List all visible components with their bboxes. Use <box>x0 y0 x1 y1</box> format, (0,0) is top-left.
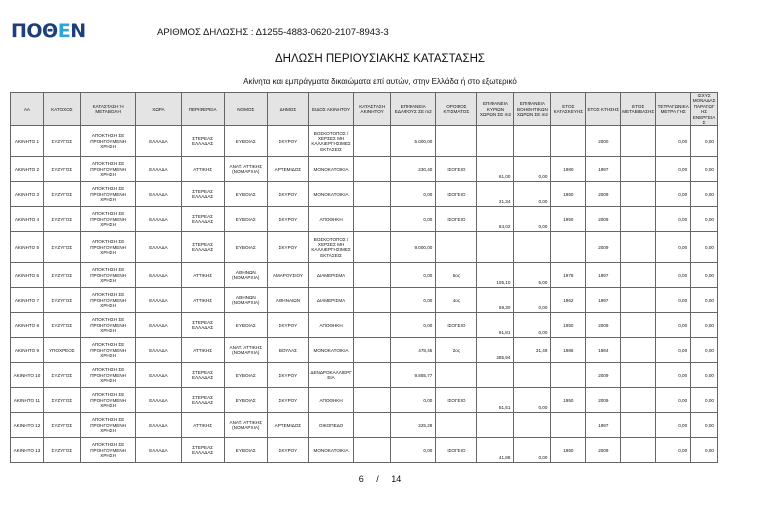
table-cell: 0,00 <box>691 232 718 263</box>
table-cell: ΑΜΑΡΟΥΣΙΟΥ <box>267 263 308 288</box>
table-cell: ΑΡΤΕΜΙΔΟΣ <box>267 413 308 438</box>
table-cell: ΕΥΒΟΙΑΣ <box>224 313 267 338</box>
table-cell: 0,00 <box>656 207 691 232</box>
table-row <box>11 157 718 182</box>
table-cell: 2009 <box>586 388 621 413</box>
table-cell: 1950 <box>551 207 586 232</box>
table-cell: 0,00 <box>656 388 691 413</box>
table-cell <box>514 363 551 388</box>
table-cell: ΣΚΥΡΟΥ <box>267 126 308 157</box>
table-cell: ΕΛΛΑΔΑ <box>136 388 181 413</box>
table-cell: ΔΕΝΔΡΟΚΑΛΛΙΕΡΓΕΙΑ <box>308 363 353 388</box>
page-subtitle: Ακίνητα και εμπράγματα δικαιώματα επί αυτών, στην Ελλάδα ή στο εξωτερικό <box>243 77 517 86</box>
table-cell: ΥΠΟΧΡΕΟΣ <box>43 338 80 363</box>
table-cell: ΕΥΒΟΙΑΣ <box>224 126 267 157</box>
table-cell: ΕΥΒΟΙΑΣ <box>224 207 267 232</box>
table-cell: ΣΤΕΡΕΑΣ ΕΛΛΑΔΑΣ <box>181 232 224 263</box>
table-cell: 0,00 <box>514 182 551 207</box>
table-cell: ΑΠΟΘΗΚΗ <box>308 388 353 413</box>
table-cell: ΣΤΕΡΕΑΣ ΕΛΛΑΔΑΣ <box>181 126 224 157</box>
column-header: ΑΑ <box>11 93 44 126</box>
table-cell: ΣΤΕΡΕΑΣ ΕΛΛΑΔΑΣ <box>181 313 224 338</box>
page-current: 6 <box>358 474 364 484</box>
table-cell <box>621 182 656 207</box>
table-cell: ΣΥΖΥΓΟΣ <box>43 288 80 313</box>
table-cell: 0,00 <box>391 388 436 413</box>
table-row <box>11 126 718 157</box>
table-cell: 1997 <box>586 263 621 288</box>
table-cell: 1962 <box>551 288 586 313</box>
page-total: 14 <box>391 474 402 484</box>
table-cell: ΕΥΒΟΙΑΣ <box>224 232 267 263</box>
table-cell <box>354 207 391 232</box>
table-cell: ΑΠΟΚΤΗΣΗ ΣΕ ΠΡΟΗΓΟΥΜΕΝΗ ΧΡΗΣΗ <box>80 232 135 263</box>
table-cell: 0,00 <box>656 438 691 463</box>
table-row <box>11 263 718 288</box>
table-cell: ΕΥΒΟΙΑΣ <box>224 363 267 388</box>
page-title: ΔΗΛΩΣΗ ΠΕΡΙΟΥΣΙΑΚΗΣ ΚΑΤΑΣΤΑΣΗΣ <box>274 53 485 65</box>
table-cell: 2009 <box>586 363 621 388</box>
table-cell: ΣΤΕΡΕΑΣ ΕΛΛΑΔΑΣ <box>181 363 224 388</box>
page-separator: / <box>376 474 379 484</box>
table-cell <box>551 413 586 438</box>
column-header: ΕΠΙΦΑΝΕΙΑ ΕΔΑΦΟΥΣ ΣΕ m2 <box>391 93 436 126</box>
table-row <box>11 388 718 413</box>
table-cell: ΜΟΝΟΚΑΤΟΙΚΙΑ <box>308 157 353 182</box>
column-header: ΧΩΡΑ <box>136 93 181 126</box>
declaration-label: ΑΡΙΘΜΟΣ ΔΗΛΩΣΗΣ : <box>157 27 254 38</box>
table-cell: 0,00 <box>691 338 718 363</box>
column-header: ΕΠΙΦΑΝΕΙΑ ΚΥΡΙΩΝ ΧΩΡΩΝ ΣΕ m2 <box>477 93 514 126</box>
table-cell: 0,00 <box>656 263 691 288</box>
table-cell <box>477 126 514 157</box>
table-cell: 0,00 <box>391 263 436 288</box>
table-row <box>11 363 718 388</box>
table-cell: ΜΟΝΟΚΑΤΟΙΚΙΑ <box>308 182 353 207</box>
table-cell: 230,40 <box>391 157 436 182</box>
column-header: ΤΕΤΡΑΓΩΝΙΚΑ ΜΕΤΡΑ ΓΗΣ <box>656 93 691 126</box>
table-cell: 0,00 <box>656 182 691 207</box>
table-cell <box>621 126 656 157</box>
table-cell: 0,00 <box>656 126 691 157</box>
table-cell: ΕΥΒΟΙΑΣ <box>224 438 267 463</box>
table-cell: ΕΛΛΑΔΑ <box>136 413 181 438</box>
table-header-row <box>11 93 718 126</box>
table-cell: ΑΚΙΝΗΤΟ 3 <box>11 182 44 207</box>
table-cell <box>354 232 391 263</box>
table-cell: 0,00 <box>656 232 691 263</box>
table-cell: 59,30 <box>477 288 514 313</box>
table-cell: ΣΤΕΡΕΑΣ ΕΛΛΑΔΑΣ <box>181 388 224 413</box>
table-cell: 0,00 <box>656 157 691 182</box>
table-cell: 2000 <box>586 126 621 157</box>
table-cell: 0,00 <box>691 363 718 388</box>
table-cell <box>354 363 391 388</box>
table-cell <box>621 363 656 388</box>
table-cell <box>477 413 514 438</box>
table-cell: 0,00 <box>691 182 718 207</box>
table-cell: 0,00 <box>691 313 718 338</box>
table-cell: ΣΥΖΥΓΟΣ <box>43 438 80 463</box>
table-cell: ΑΚΙΝΗΤΟ 10 <box>11 363 44 388</box>
table-cell: 0,00 <box>691 413 718 438</box>
table-cell <box>514 413 551 438</box>
table-cell: 0,00 <box>391 207 436 232</box>
table-cell: ΑΚΙΝΗΤΟ 7 <box>11 288 44 313</box>
table-cell <box>354 338 391 363</box>
table-cell: ΕΛΛΑΔΑ <box>136 232 181 263</box>
table-cell: ΔΙΑΜΕΡΙΣΜΑ <box>308 263 353 288</box>
table-cell: 2009 <box>586 182 621 207</box>
table-cell: ΙΣΟΓΕΙΟ <box>436 207 477 232</box>
column-header: ΕΤΟΣ ΚΑΤΑΣΚΕΥΗΣ <box>551 93 586 126</box>
table-cell: 5.000,00 <box>391 126 436 157</box>
table-cell: 21,34 <box>477 182 514 207</box>
table-cell: ΣΤΕΡΕΑΣ ΕΛΛΑΔΑΣ <box>181 207 224 232</box>
table-cell <box>436 363 477 388</box>
table-cell: ΣΥΖΥΓΟΣ <box>43 126 80 157</box>
table-cell: ΑΠΟΚΤΗΣΗ ΣΕ ΠΡΟΗΓΟΥΜΕΝΗ ΧΡΗΣΗ <box>80 182 135 207</box>
table-cell: ΑΚΙΝΗΤΟ 13 <box>11 438 44 463</box>
table-cell: 1978 <box>551 263 586 288</box>
table-cell: ΑΠΟΘΗΚΗ <box>308 313 353 338</box>
table-cell: 2009 <box>586 438 621 463</box>
table-cell: ΣΥΖΥΓΟΣ <box>43 182 80 207</box>
table-cell <box>514 232 551 263</box>
table-cell <box>621 157 656 182</box>
table-cell: 0,00 <box>656 313 691 338</box>
table-cell: 31,49 <box>514 338 551 363</box>
table-cell: ΒΟΣΚΟΤΟΠΟΣ / ΧΕΡΣΕΣ ΜΗ ΚΑΛΛΙΕΡΓΗΣΙΜΕΣ ΕΚΤΑΣΕΙΣ <box>308 126 353 157</box>
column-header: ΠΕΡΙΦΕΡΕΙΑ <box>181 93 224 126</box>
table-cell: ΑΠΟΚΤΗΣΗ ΣΕ ΠΡΟΗΓΟΥΜΕΝΗ ΧΡΗΣΗ <box>80 338 135 363</box>
table-row <box>11 438 718 463</box>
table-cell: ΕΥΒΟΙΑΣ <box>224 388 267 413</box>
table-row <box>11 413 718 438</box>
table-cell: ΕΛΛΑΔΑ <box>136 363 181 388</box>
table-row <box>11 313 718 338</box>
table-cell <box>354 263 391 288</box>
table-cell: 0,00 <box>691 126 718 157</box>
table-cell: ΕΛΛΑΔΑ <box>136 207 181 232</box>
table-row <box>11 182 718 207</box>
table-cell: 0,00 <box>514 207 551 232</box>
table-cell: 0,00 <box>514 388 551 413</box>
table-cell: 1997 <box>586 413 621 438</box>
table-cell: 0,00 <box>391 182 436 207</box>
table-cell: ΑΘΗΝΩΝ (ΝΟΜΑΡΧΙΑ) <box>224 263 267 288</box>
table-cell: ΑΤΤΙΚΗΣ <box>181 157 224 182</box>
table-cell <box>551 232 586 263</box>
table-cell: ΣΥΖΥΓΟΣ <box>43 207 80 232</box>
table-cell: ΑΠΟΚΤΗΣΗ ΣΕ ΠΡΟΗΓΟΥΜΕΝΗ ΧΡΗΣΗ <box>80 288 135 313</box>
column-header: ΕΤΟΣ ΜΕΤΑΒΙΒΑΣΗΣ <box>621 93 656 126</box>
table-cell: ΜΟΝΟΚΑΤΟΙΚΙΑ <box>308 338 353 363</box>
table-cell <box>514 126 551 157</box>
table-cell: ΑΠΟΚΤΗΣΗ ΣΕ ΠΡΟΗΓΟΥΜΕΝΗ ΧΡΗΣΗ <box>80 207 135 232</box>
table-cell: ΑΚΙΝΗΤΟ 4 <box>11 207 44 232</box>
table-cell: ΑΠΟΚΤΗΣΗ ΣΕ ΠΡΟΗΓΟΥΜΕΝΗ ΧΡΗΣΗ <box>80 263 135 288</box>
table-cell: ΙΣΟΓΕΙΟ <box>436 182 477 207</box>
table-cell: ΙΣΟΓΕΙΟ <box>436 438 477 463</box>
table-cell: 5,00 <box>514 263 551 288</box>
table-row <box>11 288 718 313</box>
table-cell: ΑΠΟΚΤΗΣΗ ΣΕ ΠΡΟΗΓΟΥΜΕΝΗ ΧΡΗΣΗ <box>80 126 135 157</box>
table-cell <box>354 157 391 182</box>
table-cell: 0,00 <box>656 363 691 388</box>
table-cell: ΣΚΥΡΟΥ <box>267 182 308 207</box>
table-cell: 0,00 <box>514 313 551 338</box>
table-cell <box>621 263 656 288</box>
table-cell: ΣΚΥΡΟΥ <box>267 363 308 388</box>
table-cell <box>621 232 656 263</box>
table-cell: ΒΟΥΛΑΣ <box>267 338 308 363</box>
table-cell: ΙΣΟΓΕΙΟ <box>436 157 477 182</box>
column-header: ΚΑΤΑΣΤΑΣΗ Ή ΜΕΤΑΒΟΛΗ <box>80 93 135 126</box>
table-cell: ΑΡΤΕΜΙΔΟΣ <box>267 157 308 182</box>
table-cell: 225,28 <box>391 413 436 438</box>
table-cell: ΑΠΟΚΤΗΣΗ ΣΕ ΠΡΟΗΓΟΥΜΕΝΗ ΧΡΗΣΗ <box>80 363 135 388</box>
table-cell <box>621 207 656 232</box>
table-cell: ΣΚΥΡΟΥ <box>267 207 308 232</box>
table-cell: ΣΤΕΡΕΑΣ ΕΛΛΑΔΑΣ <box>181 438 224 463</box>
table-cell: 1950 <box>551 182 586 207</box>
table-cell: ΑΤΤΙΚΗΣ <box>181 288 224 313</box>
table-cell: ΑΚΙΝΗΤΟ 6 <box>11 263 44 288</box>
table-cell: ΑΝΑΤ. ΑΤΤΙΚΗΣ (ΝΟΜΑΡΧΙΑ) <box>224 157 267 182</box>
table-cell <box>621 413 656 438</box>
table-cell: 0,00 <box>514 288 551 313</box>
table-cell: 478,45 <box>391 338 436 363</box>
pagination <box>0 474 760 484</box>
table-cell: 9.000,00 <box>391 232 436 263</box>
column-header: ΕΙΔΟΣ ΑΚΙΝΗΤΟΥ <box>308 93 353 126</box>
table-cell: 0,00 <box>691 207 718 232</box>
table-cell: 9.855,77 <box>391 363 436 388</box>
table-cell <box>436 413 477 438</box>
declaration-number-line <box>157 27 389 38</box>
table-cell: ΜΟΝΟΚΑΤΟΙΚΙΑ <box>308 438 353 463</box>
column-header: ΕΠΙΦΑΝΕΙΑ ΒΟΗΘΗΤΙΚΩΝ ΧΩΡΩΝ ΣΕ m2 <box>514 93 551 126</box>
table-cell: ΣΤΕΡΕΑΣ ΕΛΛΑΔΑΣ <box>181 182 224 207</box>
table-cell: 0,00 <box>691 263 718 288</box>
table-cell: ΙΣΟΓΕΙΟ <box>436 313 477 338</box>
table-cell: ΣΥΖΥΓΟΣ <box>43 232 80 263</box>
table-cell: 1950 <box>551 313 586 338</box>
table-cell: ΕΛΛΑΔΑ <box>136 157 181 182</box>
potheN-logo: ΠΟΘΕΝ <box>11 20 86 42</box>
table-cell: ΕΥΒΟΙΑΣ <box>224 182 267 207</box>
table-cell: ΑΚΙΝΗΤΟ 11 <box>11 388 44 413</box>
table-cell: ΣΥΖΥΓΟΣ <box>43 313 80 338</box>
table-cell: ΣΥΖΥΓΟΣ <box>43 157 80 182</box>
table-cell: 0,00 <box>391 438 436 463</box>
table-cell: ΣΥΖΥΓΟΣ <box>43 363 80 388</box>
table-cell <box>436 232 477 263</box>
table-cell: ΕΛΛΑΔΑ <box>136 182 181 207</box>
table-cell <box>354 388 391 413</box>
table-cell <box>436 126 477 157</box>
table-cell: ΣΚΥΡΟΥ <box>267 313 308 338</box>
table-cell <box>354 126 391 157</box>
table-cell: 91,81 <box>477 313 514 338</box>
table-cell: ΑΝΑΤ. ΑΤΤΙΚΗΣ (ΝΟΜΑΡΧΙΑ) <box>224 338 267 363</box>
table-cell: 0,00 <box>391 313 436 338</box>
table-cell: ΕΛΛΑΔΑ <box>136 288 181 313</box>
table-cell: 2009 <box>586 313 621 338</box>
table-cell: ΕΛΛΑΔΑ <box>136 126 181 157</box>
table-cell <box>354 182 391 207</box>
table-cell: 0,00 <box>656 413 691 438</box>
column-header: ΚΑΤΟΧΟΣ <box>43 93 80 126</box>
table-cell: 105,10 <box>477 263 514 288</box>
table-cell: ΑΤΤΙΚΗΣ <box>181 413 224 438</box>
table-cell: 1980 <box>551 157 586 182</box>
table-cell: ΑΤΤΙΚΗΣ <box>181 338 224 363</box>
table-cell: ΕΛΛΑΔΑ <box>136 313 181 338</box>
table-cell: 64,02 <box>477 207 514 232</box>
table-cell: 5ος <box>436 263 477 288</box>
table-cell: ΑΝΑΤ. ΑΤΤΙΚΗΣ (ΝΟΜΑΡΧΙΑ) <box>224 413 267 438</box>
table-cell <box>621 338 656 363</box>
table-cell <box>354 438 391 463</box>
table-cell: ΑΠΟΚΤΗΣΗ ΣΕ ΠΡΟΗΓΟΥΜΕΝΗ ΧΡΗΣΗ <box>80 313 135 338</box>
declaration-number: Δ1255-4883-0620-2107-8943-3 <box>255 27 389 38</box>
table-cell: ΑΠΟΚΤΗΣΗ ΣΕ ΠΡΟΗΓΟΥΜΕΝΗ ΧΡΗΣΗ <box>80 413 135 438</box>
table-cell <box>551 363 586 388</box>
column-header: ΚΑΤΑΣΤΑΣΗ ΑΚΙΝΗΤΟΥ <box>354 93 391 126</box>
table-cell: 0,00 <box>514 438 551 463</box>
column-header: ΟΡΟΦΟΣ ΚΤΙΣΜΑΤΟΣ <box>436 93 477 126</box>
properties-table <box>10 92 718 463</box>
table-cell: ΣΚΥΡΟΥ <box>267 232 308 263</box>
table-cell: ΑΚΙΝΗΤΟ 2 <box>11 157 44 182</box>
table-cell: ΑΚΙΝΗΤΟ 8 <box>11 313 44 338</box>
table-cell <box>477 232 514 263</box>
table-cell: 0,00 <box>691 157 718 182</box>
table-row <box>11 207 718 232</box>
table-cell: 41,88 <box>477 438 514 463</box>
table-cell: 0,00 <box>691 438 718 463</box>
table-cell: ΑΘΗΝΩΝ (ΝΟΜΑΡΧΙΑ) <box>224 288 267 313</box>
column-header: ΕΤΟΣ ΚΤΗΣΗΣ <box>586 93 621 126</box>
table-cell: ΑΘΗΝΑΙΩΝ <box>267 288 308 313</box>
table-cell <box>621 313 656 338</box>
table-cell <box>621 388 656 413</box>
table-cell: 1950 <box>551 438 586 463</box>
table-cell: 4ος <box>436 288 477 313</box>
column-header: ΝΟΜΟΣ <box>224 93 267 126</box>
table-cell: ΑΚΙΝΗΤΟ 9 <box>11 338 44 363</box>
table-cell: 0,00 <box>656 288 691 313</box>
table-cell: 0,00 <box>691 388 718 413</box>
table-cell: 2009 <box>586 232 621 263</box>
table-cell <box>477 363 514 388</box>
table-cell <box>354 288 391 313</box>
table-cell: 1997 <box>586 288 621 313</box>
table-cell: 1997 <box>586 157 621 182</box>
table-cell: ΙΣΟΓΕΙΟ <box>436 388 477 413</box>
table-cell <box>354 313 391 338</box>
table-cell: ΕΛΛΑΔΑ <box>136 338 181 363</box>
table-cell: ΑΠΟΘΗΚΗ <box>308 207 353 232</box>
table-cell: 51,51 <box>477 388 514 413</box>
table-cell: 0,00 <box>691 288 718 313</box>
table-cell: ΕΛΛΑΔΑ <box>136 263 181 288</box>
table-cell <box>621 288 656 313</box>
table-cell: ΣΚΥΡΟΥ <box>267 438 308 463</box>
table-cell: 0,00 <box>514 157 551 182</box>
table-cell: 1950 <box>551 388 586 413</box>
table-cell: 1986 <box>551 338 586 363</box>
table-cell: ΑΚΙΝΗΤΟ 5 <box>11 232 44 263</box>
table-cell: ΒΟΣΚΟΤΟΠΟΣ / ΧΕΡΣΕΣ ΜΗ ΚΑΛΛΙΕΡΓΗΣΙΜΕΣ ΕΚΤΑΣΕΙΣ <box>308 232 353 263</box>
table-cell: ΑΠΟΚΤΗΣΗ ΣΕ ΠΡΟΗΓΟΥΜΕΝΗ ΧΡΗΣΗ <box>80 157 135 182</box>
table-cell: 2ος <box>436 338 477 363</box>
table-cell: ΣΚΥΡΟΥ <box>267 388 308 413</box>
table-cell <box>551 126 586 157</box>
table-cell <box>354 413 391 438</box>
column-header: ΙΣΧΥΣ ΜΟΝΑΔΑΣ ΠΑΡΑΓΩΓΗΣ ΕΝΕΡΓΕΙΑΣ <box>691 93 718 126</box>
table-cell: ΣΥΖΥΓΟΣ <box>43 263 80 288</box>
table-cell: ΣΥΖΥΓΟΣ <box>43 413 80 438</box>
table-cell: ΣΥΖΥΓΟΣ <box>43 388 80 413</box>
table-cell <box>621 438 656 463</box>
table-cell: 285,94 <box>477 338 514 363</box>
table-cell: 61,00 <box>477 157 514 182</box>
table-cell: 0,00 <box>391 288 436 313</box>
table-cell: 1984 <box>586 338 621 363</box>
table-cell: ΔΙΑΜΕΡΙΣΜΑ <box>308 288 353 313</box>
table-cell: ΑΚΙΝΗΤΟ 12 <box>11 413 44 438</box>
table-cell: ΑΚΙΝΗΤΟ 1 <box>11 126 44 157</box>
table-cell: ΑΤΤΙΚΗΣ <box>181 263 224 288</box>
table-cell: ΕΛΛΑΔΑ <box>136 438 181 463</box>
table-row <box>11 338 718 363</box>
table-row <box>11 232 718 263</box>
table-cell: 2009 <box>586 207 621 232</box>
table-cell: ΟΙΚΟΠΕΔΟ <box>308 413 353 438</box>
table-cell: ΑΠΟΚΤΗΣΗ ΣΕ ΠΡΟΗΓΟΥΜΕΝΗ ΧΡΗΣΗ <box>80 388 135 413</box>
table-cell: ΑΠΟΚΤΗΣΗ ΣΕ ΠΡΟΗΓΟΥΜΕΝΗ ΧΡΗΣΗ <box>80 438 135 463</box>
column-header: ΔΗΜΟΣ <box>267 93 308 126</box>
table-cell: 0,00 <box>656 338 691 363</box>
